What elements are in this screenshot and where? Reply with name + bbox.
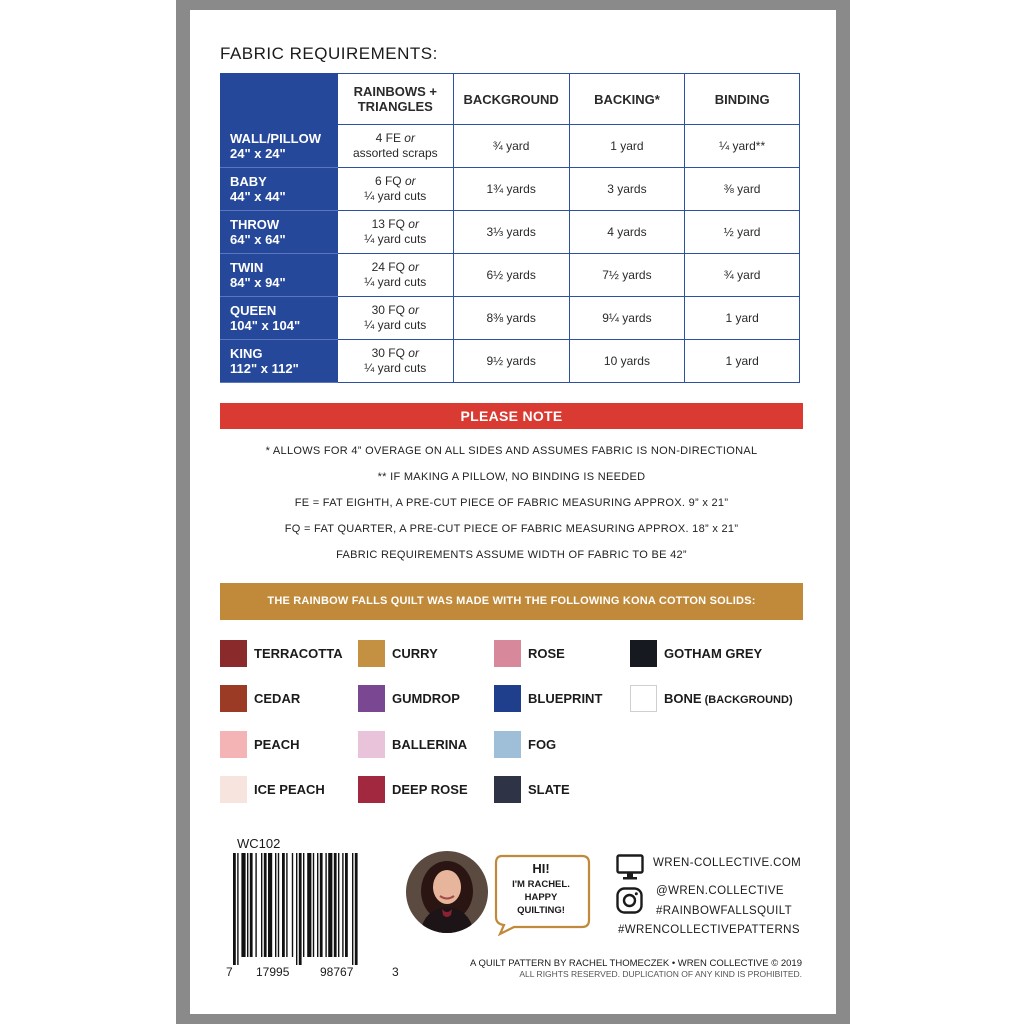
barcode-bar — [278, 853, 279, 957]
barcode-bar — [275, 853, 276, 957]
table-row — [221, 340, 800, 383]
color-swatch-label — [392, 737, 467, 752]
please-note-banner: PLEASE NOTE — [220, 403, 803, 429]
column-header-binding: BINDING — [685, 74, 800, 125]
barcode-bar — [352, 853, 353, 965]
color-swatch-label — [664, 646, 762, 661]
barcode-bar — [320, 853, 323, 957]
barcode-bar — [286, 853, 287, 957]
barcode-bar — [255, 853, 256, 957]
color-swatch — [494, 776, 521, 803]
pattern-sku: WC102 — [237, 836, 281, 851]
color-name: BLUEPRINT — [528, 690, 603, 706]
binding-cell: ¼ yard** — [685, 125, 800, 168]
barcode-bar — [303, 853, 304, 957]
color-swatch-label — [392, 782, 468, 797]
color-name: TERRACOTTA — [254, 645, 343, 661]
color-swatch-item — [494, 775, 570, 803]
color-name: GUMDROP — [392, 690, 460, 706]
color-swatch-item — [358, 684, 460, 712]
color-name: DEEP ROSE — [392, 781, 468, 797]
color-swatch-label — [254, 737, 300, 752]
color-swatch-label — [664, 691, 793, 706]
column-header-backing: BACKING* — [569, 74, 685, 125]
color-swatch — [220, 776, 247, 803]
row-header: QUEEN 104" x 104" — [221, 297, 338, 340]
website-link[interactable]: WREN-COLLECTIVE.COM — [653, 857, 802, 869]
barcode-bar — [345, 853, 348, 957]
color-swatch — [220, 640, 247, 667]
barcode-bar — [307, 853, 311, 957]
row-header: TWIN 84" x 94" — [221, 254, 338, 297]
table-row — [221, 254, 800, 297]
color-swatch — [494, 731, 521, 758]
background-cell: 8⅜ yards — [453, 297, 569, 340]
backing-cell: 1 yard — [569, 125, 685, 168]
barcode-bar — [264, 853, 267, 957]
color-swatch — [220, 731, 247, 758]
backing-cell: 3 yards — [569, 168, 685, 211]
barcode-digit: 98767 — [320, 965, 354, 979]
copyright-line: ALL RIGHTS RESERVED. DUPLICATION OF ANY KIND IS PROHIBITED. — [519, 969, 802, 979]
row-header: KING 112" x 112" — [221, 340, 338, 383]
background-cell: ¾ yard — [453, 125, 569, 168]
barcode-digit: 17995 — [256, 965, 290, 979]
barcode-bar — [317, 853, 318, 957]
color-name: FOG — [528, 736, 557, 752]
color-swatch-item — [220, 730, 300, 758]
color-name: ICE PEACH — [254, 781, 325, 797]
color-swatch-item — [630, 684, 793, 712]
kona-solids-banner: THE RAINBOW FALLS QUILT WAS MADE WITH THE FOLLOWING KONA COTTON SOLIDS: — [220, 583, 803, 620]
binding-cell: ¾ yard — [685, 254, 800, 297]
rainbows-triangles-cell: 30 FQ or ¼ yard cuts — [337, 340, 453, 383]
barcode-bar — [355, 853, 358, 965]
table-corner — [221, 74, 338, 125]
color-swatch-item — [358, 730, 467, 758]
binding-cell: ½ yard — [685, 211, 800, 254]
color-swatch-label — [392, 691, 460, 706]
row-header: THROW 64" x 64" — [221, 211, 338, 254]
color-swatch-item — [630, 639, 762, 667]
table-row — [221, 168, 800, 211]
barcode-bar — [325, 853, 326, 957]
barcode-bar — [237, 853, 238, 965]
background-cell: 9½ yards — [453, 340, 569, 383]
barcode-bar — [334, 853, 337, 957]
row-header: WALL/PILLOW 24" x 24" — [221, 125, 338, 168]
color-name: BALLERINA — [392, 736, 468, 752]
column-header-background: BACKGROUND — [453, 74, 569, 125]
color-swatch-label — [528, 691, 602, 706]
color-swatch-item — [358, 639, 438, 667]
barcode-bar — [250, 853, 253, 957]
backing-cell: 10 yards — [569, 340, 685, 383]
color-name: PEACH — [254, 736, 300, 752]
barcode-digit: 3 — [392, 965, 399, 979]
barcode-bar — [313, 853, 314, 957]
color-name: CURRY — [392, 645, 438, 661]
barcode-bar — [233, 853, 236, 965]
rainbows-triangles-cell: 13 FQ or ¼ yard cuts — [337, 211, 453, 254]
hashtag: #RAINBOWFALLSQUILT — [656, 905, 793, 917]
monitor-icon — [616, 854, 644, 880]
note-line: ** IF MAKING A PILLOW, NO BINDING IS NEEDED — [377, 471, 646, 483]
color-name: CEDAR — [254, 690, 301, 706]
credit-line: A QUILT PATTERN BY RACHEL THOMECZEK • WREN COLLECTIVE © 2019 — [470, 958, 802, 969]
color-swatch-label — [392, 646, 438, 661]
color-name: SLATE — [528, 781, 570, 797]
color-swatch-item — [220, 684, 300, 712]
color-name: GOTHAM GREY — [664, 645, 763, 661]
color-swatch — [220, 685, 247, 712]
note-line: FE = FAT EIGHTH, A PRE-CUT PIECE OF FABRIC MEASURING APPROX. 9” x 21” — [294, 497, 729, 509]
barcode-bar — [282, 853, 285, 957]
table-header-row — [221, 74, 800, 125]
color-note: (BACKGROUND) — [701, 693, 793, 706]
color-swatch-item — [494, 684, 602, 712]
barcode-bar — [338, 853, 339, 957]
table-row — [221, 211, 800, 254]
color-swatch — [358, 731, 385, 758]
row-header: BABY 44" x 44" — [221, 168, 338, 211]
color-swatch-label — [254, 646, 343, 661]
binding-cell: ⅜ yard — [685, 168, 800, 211]
color-swatch-item — [220, 639, 343, 667]
barcode-bar — [299, 853, 302, 965]
color-swatch-label — [528, 737, 556, 752]
color-swatch-item — [494, 639, 565, 667]
color-swatch — [494, 685, 521, 712]
background-cell: 6½ yards — [453, 254, 569, 297]
speech-bubble-text: HI! I'M RACHEL. HAPPY QUILTING! — [512, 861, 570, 916]
color-swatch — [358, 776, 385, 803]
note-line: * ALLOWS FOR 4” OVERAGE ON ALL SIDES AND ASSUMES FABRIC IS NON-DIRECTIONAL — [265, 445, 758, 457]
color-swatch — [494, 640, 521, 667]
color-swatch — [358, 685, 385, 712]
color-name: ROSE — [528, 645, 565, 661]
hashtag: #WRENCOLLECTIVEPATTERNS — [618, 924, 800, 936]
color-swatch-item — [494, 730, 556, 758]
barcode-bar — [241, 853, 245, 957]
table-row — [221, 297, 800, 340]
color-swatch-item — [220, 775, 325, 803]
color-swatch-label — [254, 782, 325, 797]
barcode-bar — [247, 853, 248, 957]
color-swatch-item — [358, 775, 468, 803]
designer-photo — [406, 851, 488, 933]
note-line: FABRIC REQUIREMENTS ASSUME WIDTH OF FABRIC TO BE 42” — [336, 549, 687, 561]
rainbows-triangles-cell: 30 FQ or ¼ yard cuts — [337, 297, 453, 340]
color-swatch-label — [254, 691, 300, 706]
color-swatch-label — [528, 646, 565, 661]
rainbows-triangles-cell: 4 FE or assorted scraps — [337, 125, 453, 168]
barcode-icon — [233, 853, 393, 965]
binding-cell: 1 yard — [685, 340, 800, 383]
color-swatch-label — [528, 782, 570, 797]
backing-cell: 9¼ yards — [569, 297, 685, 340]
rainbows-triangles-cell: 6 FQ or ¼ yard cuts — [337, 168, 453, 211]
barcode-bar — [328, 853, 332, 957]
instagram-icon — [616, 887, 643, 914]
backing-cell: 4 yards — [569, 211, 685, 254]
barcode-bar — [342, 853, 343, 957]
backing-cell: 7½ yards — [569, 254, 685, 297]
note-line: FQ = FAT QUARTER, A PRE-CUT PIECE OF FABRIC MEASURING APPROX. 18” x 21” — [284, 523, 739, 535]
table-row — [221, 125, 800, 168]
barcode-digit: 7 — [226, 965, 233, 979]
barcode-bar — [296, 853, 297, 965]
color-name: BONE — [664, 690, 702, 706]
barcode-bar — [268, 853, 272, 957]
fabric-requirements-table — [220, 73, 800, 383]
instagram-handle[interactable]: @WREN.COLLECTIVE — [656, 885, 784, 897]
binding-cell: 1 yard — [685, 297, 800, 340]
color-swatch — [630, 640, 657, 667]
barcode-bar — [292, 853, 293, 957]
color-swatch — [630, 685, 657, 712]
color-swatch — [358, 640, 385, 667]
barcode-bar — [261, 853, 262, 957]
background-cell: 1¾ yards — [453, 168, 569, 211]
background-cell: 3⅓ yards — [453, 211, 569, 254]
rainbows-triangles-cell: 24 FQ or ¼ yard cuts — [337, 254, 453, 297]
column-header-rainbows-triangles: RAINBOWS + TRIANGLES — [337, 74, 453, 125]
fabric-requirements-heading: FABRIC REQUIREMENTS: — [220, 44, 438, 63]
